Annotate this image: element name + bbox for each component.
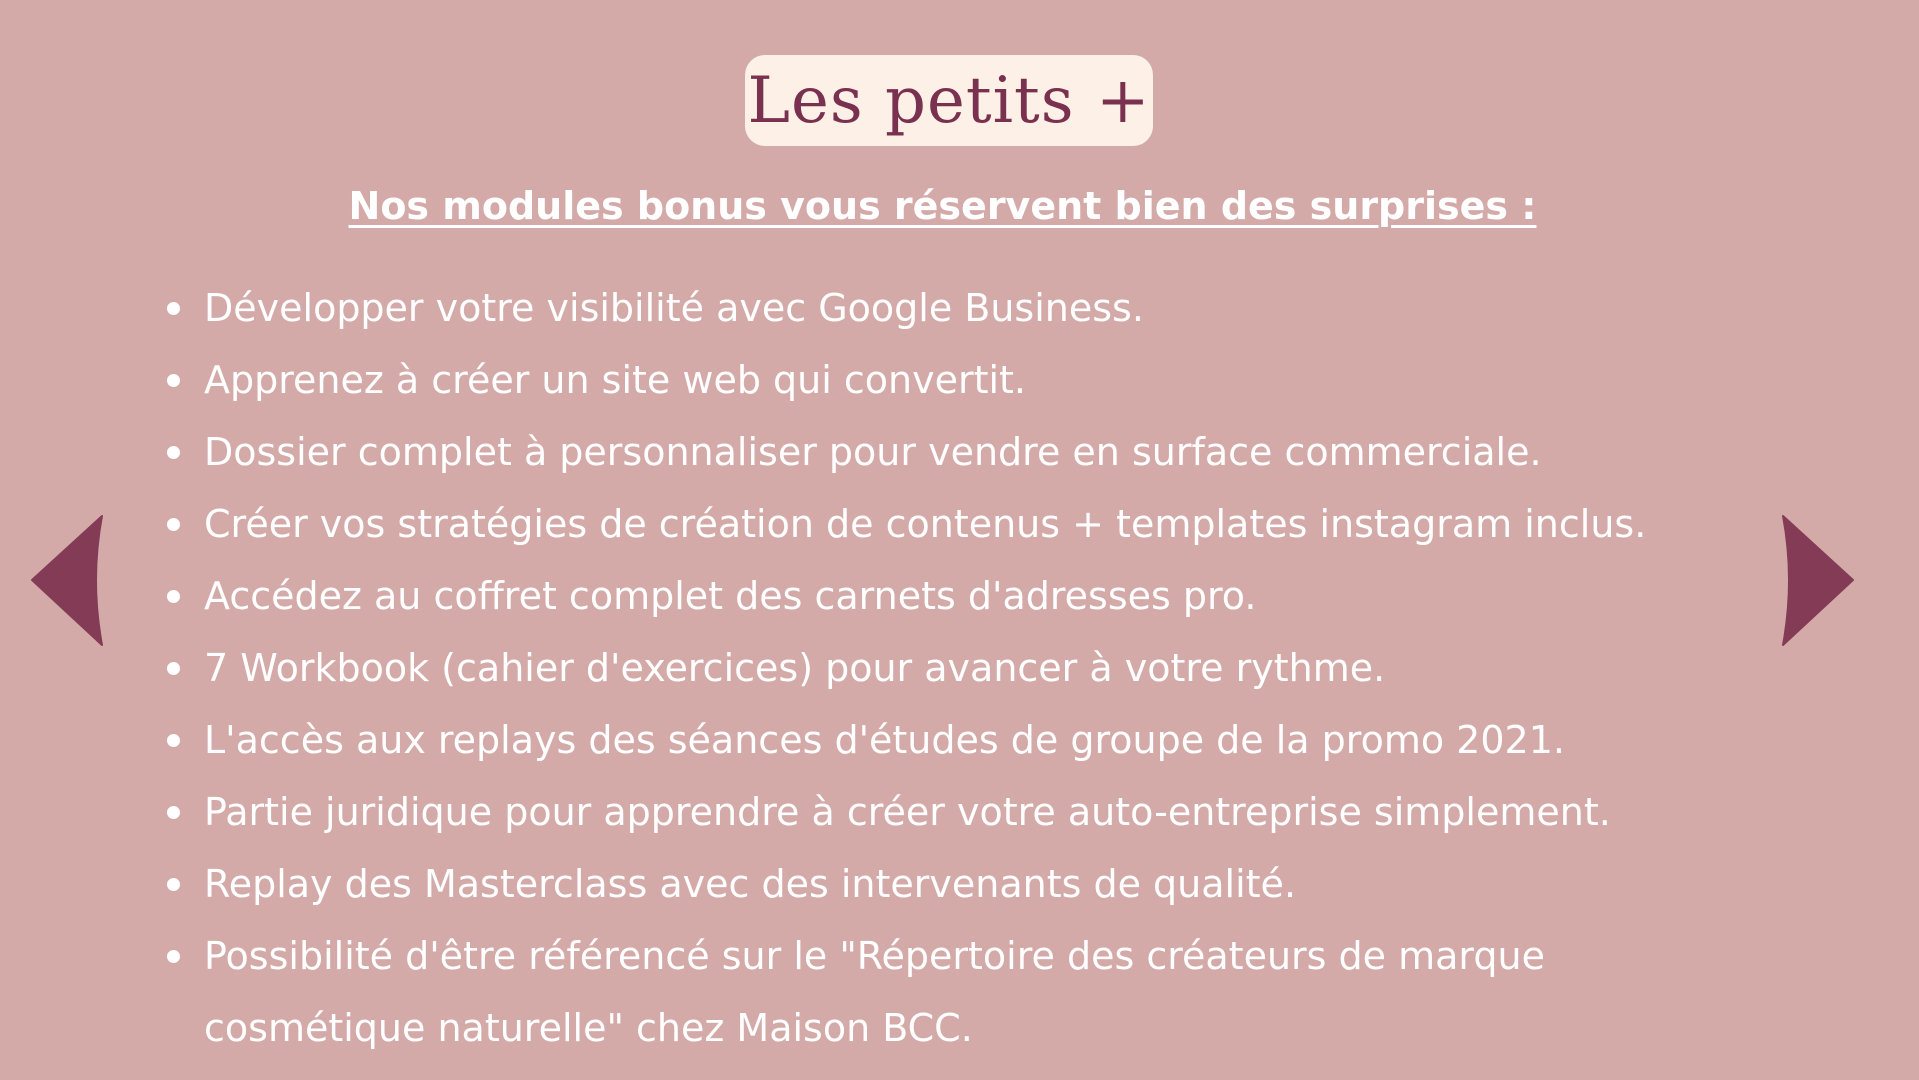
list-item [160, 704, 1760, 776]
section-subtitle: Nos modules bonus vous réservent bien des surprises : [348, 184, 1537, 228]
arrow-right-icon [1781, 514, 1855, 647]
bullet-icon [167, 374, 180, 387]
bullet-icon [167, 590, 180, 603]
list-item-text: 7 Workbook (cahier d'exercices) pour avancer à votre rythme. [204, 646, 1386, 690]
list-item [160, 344, 1760, 416]
page-title: Les petits + [747, 63, 1151, 138]
list-item-text: Partie juridique pour apprendre à créer votre auto-entreprise simplement. [204, 790, 1611, 834]
next-slide-button[interactable] [1781, 514, 1855, 647]
bonus-list [160, 272, 1760, 1064]
bullet-icon [167, 806, 180, 819]
list-item [160, 272, 1760, 344]
bullet-icon [167, 446, 180, 459]
list-item-text: Créer vos stratégies de création de contenus + templates instagram inclus. [204, 502, 1647, 546]
list-item [160, 776, 1760, 848]
list-item [160, 632, 1760, 704]
list-item [160, 416, 1760, 488]
list-item-text: Accédez au coffret complet des carnets d'adresses pro. [204, 574, 1257, 618]
bullet-icon [167, 662, 180, 675]
bullet-icon [167, 878, 180, 891]
bullet-icon [167, 302, 180, 315]
list-item [160, 848, 1760, 920]
list-item-text-line1: Possibilité d'être référencé sur le "Répertoire des créateurs de marque [204, 934, 1545, 978]
list-item [160, 920, 1604, 1064]
list-item-text: Dossier complet à personnaliser pour vendre en surface commerciale. [204, 430, 1542, 474]
bullet-icon [167, 734, 180, 747]
list-item-text: L'accès aux replays des séances d'études de groupe de la promo 2021. [204, 718, 1565, 762]
list-item-text: Replay des Masterclass avec des intervenants de qualité. [204, 862, 1297, 906]
list-item-text: Apprenez à créer un site web qui convertit. [204, 358, 1027, 402]
list-item [160, 560, 1760, 632]
list-item-text: Développer votre visibilité avec Google Business. [204, 286, 1144, 330]
list-item-text-line2: cosmétique naturelle" chez Maison BCC. [204, 1006, 973, 1050]
prev-slide-button[interactable] [30, 514, 104, 647]
bullet-icon [167, 950, 180, 963]
list-item [160, 488, 1760, 560]
title-pill [745, 55, 1153, 146]
bullet-icon [167, 518, 180, 531]
arrow-left-icon [30, 514, 104, 647]
